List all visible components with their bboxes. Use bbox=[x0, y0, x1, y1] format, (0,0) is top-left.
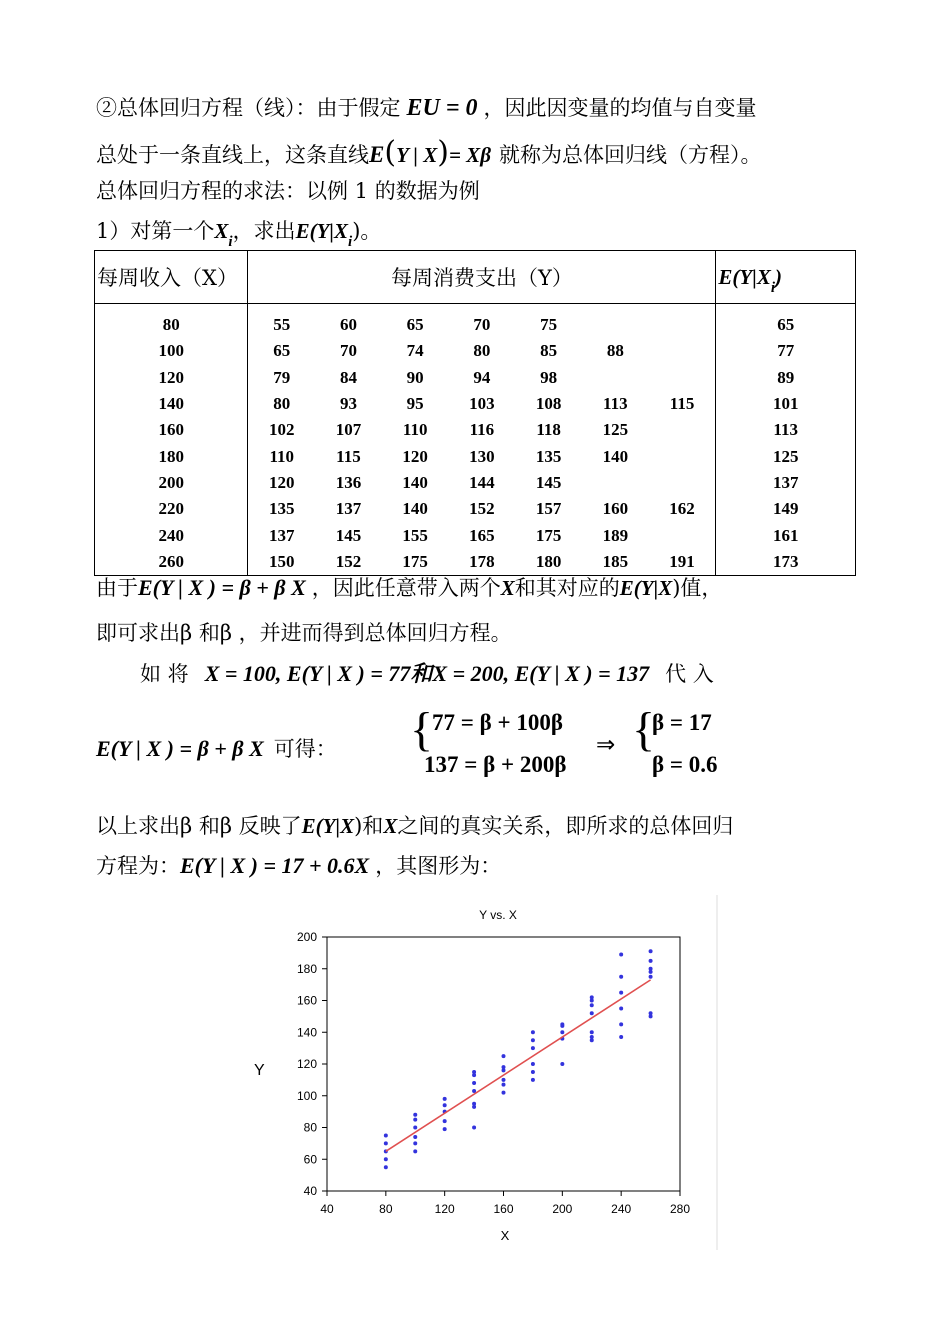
data-point bbox=[531, 1070, 535, 1074]
data-point bbox=[443, 1097, 447, 1101]
text: ，其图形为： bbox=[375, 854, 502, 878]
cell-consumption bbox=[649, 443, 716, 469]
header-close: ) bbox=[775, 264, 783, 289]
table-row bbox=[95, 496, 856, 522]
data-point bbox=[384, 1133, 388, 1137]
para2-line5 bbox=[96, 810, 733, 840]
cell-consumption bbox=[649, 365, 716, 391]
x-tick-label: 80 bbox=[379, 1202, 393, 1216]
cell-consumption bbox=[649, 470, 716, 496]
equation-eu: EU = 0 bbox=[406, 95, 478, 121]
text: )值， bbox=[672, 576, 723, 600]
cell-consumption: 94 bbox=[473, 367, 491, 387]
cell-consumption bbox=[649, 338, 716, 364]
text: 可得： bbox=[273, 737, 337, 761]
text: ，求出 bbox=[232, 219, 296, 243]
table-row bbox=[95, 443, 856, 469]
text: 之间的真实关系，即所求的总体回归 bbox=[397, 814, 734, 838]
cell-consumption: 145 bbox=[535, 472, 562, 492]
cell-consumption: 65 bbox=[406, 315, 424, 335]
system1-row1: 77 = β + 100β bbox=[432, 710, 563, 735]
cell-consumption: 135 bbox=[535, 446, 562, 466]
cell-consumption: 135 bbox=[268, 499, 295, 519]
cell-consumption: 65 bbox=[273, 341, 291, 361]
cell-mean: 101 bbox=[772, 394, 799, 414]
cell-consumption: 90 bbox=[406, 367, 424, 387]
text: ②总体回归方程（线）：由于假定 bbox=[96, 96, 401, 120]
data-point bbox=[531, 1038, 535, 1042]
cell-consumption: 144 bbox=[469, 472, 495, 492]
equation-model: E(Y | X ) = β + β X bbox=[138, 575, 306, 600]
data-point bbox=[472, 1070, 476, 1074]
data-point bbox=[531, 1062, 535, 1066]
cell-income: 180 bbox=[95, 443, 248, 469]
data-point bbox=[413, 1118, 417, 1122]
table-row bbox=[95, 470, 856, 496]
cell-income: 160 bbox=[95, 417, 248, 443]
cell-consumption: 115 bbox=[649, 391, 716, 417]
header-consumption: 每周消费支出（Y） bbox=[248, 251, 716, 304]
data-point bbox=[502, 1091, 506, 1095]
brace-left: { bbox=[410, 703, 434, 756]
data-point bbox=[502, 1054, 506, 1058]
cell-consumption: 136 bbox=[335, 472, 362, 492]
para1-line4 bbox=[96, 215, 382, 250]
header-mean bbox=[716, 251, 856, 304]
table-row bbox=[95, 522, 856, 548]
y-tick-label: 140 bbox=[296, 1025, 317, 1040]
cell-consumption: 103 bbox=[469, 394, 495, 414]
data-point bbox=[560, 1030, 564, 1034]
cell-consumption: 180 bbox=[535, 551, 562, 571]
cell-consumption bbox=[582, 304, 649, 339]
cell-consumption: 118 bbox=[536, 420, 561, 440]
text: ，因此任意带入两个 bbox=[311, 576, 501, 600]
cell-consumption bbox=[582, 470, 649, 496]
cell-consumption: 113 bbox=[603, 394, 628, 414]
x-tick-label: 160 bbox=[493, 1202, 514, 1216]
data-point bbox=[649, 967, 653, 971]
y-tick-label: 80 bbox=[303, 1120, 317, 1135]
para1-line3: 总体回归方程的求法：以例 1 的数据为例 bbox=[96, 179, 480, 203]
y-tick-label: 100 bbox=[296, 1088, 317, 1103]
data-point bbox=[619, 1006, 623, 1010]
cell-consumption: 185 bbox=[602, 551, 629, 571]
cell-consumption: 165 bbox=[469, 525, 495, 545]
text: 就称为总体回归线（方程）。 bbox=[498, 143, 762, 167]
table-row bbox=[95, 365, 856, 391]
data-point bbox=[590, 1030, 594, 1034]
cell-consumption: 102 bbox=[268, 420, 295, 440]
data-point bbox=[502, 1078, 506, 1082]
cell-consumption: 98 bbox=[540, 367, 558, 387]
text: 1）对第一个 bbox=[96, 219, 215, 243]
header-mean-text: E(Y|X bbox=[718, 264, 771, 289]
cell-consumption: 75 bbox=[540, 315, 558, 335]
chart-title: Y vs. X bbox=[479, 908, 517, 922]
data-point bbox=[413, 1149, 417, 1153]
table-row bbox=[95, 338, 856, 364]
axes bbox=[297, 930, 690, 1216]
y-tick-label: 60 bbox=[303, 1152, 317, 1167]
cell-income: 200 bbox=[95, 470, 248, 496]
implies-arrow: ⇒ bbox=[596, 732, 616, 757]
cell-consumption: 55 bbox=[273, 315, 291, 335]
cell-income: 120 bbox=[95, 365, 248, 391]
equation-mid: Y | X bbox=[396, 143, 438, 167]
data-point bbox=[413, 1141, 417, 1145]
cell-consumption: 130 bbox=[469, 446, 495, 466]
data-point bbox=[649, 959, 653, 963]
cell-consumption: 107 bbox=[335, 420, 362, 440]
cell-consumption: 115 bbox=[336, 446, 361, 466]
cell-income: 140 bbox=[95, 391, 248, 417]
sub-i: i bbox=[770, 279, 776, 296]
text: 以上求出β 和β 反映了 bbox=[96, 814, 302, 838]
cell-mean: 89 bbox=[777, 367, 795, 387]
data-point bbox=[619, 952, 623, 956]
cell-mean: 137 bbox=[772, 472, 799, 492]
cell-consumption: 120 bbox=[402, 446, 428, 466]
text: 和其对应的 bbox=[514, 576, 620, 600]
y-tick-label: 200 bbox=[296, 930, 317, 944]
x-tick-label: 40 bbox=[320, 1202, 334, 1216]
text: 代 入 bbox=[665, 662, 714, 686]
data-point bbox=[590, 1003, 594, 1007]
data-point bbox=[560, 1062, 564, 1066]
cell-consumption: 137 bbox=[268, 525, 295, 545]
data-point bbox=[443, 1119, 447, 1123]
y-tick-label: 160 bbox=[296, 993, 317, 1008]
cell-consumption: 108 bbox=[535, 394, 562, 414]
data-point bbox=[384, 1141, 388, 1145]
para2-line2: 即可求出β 和β ，并进而得到总体回归方程。 bbox=[96, 621, 512, 645]
cell-income: 240 bbox=[95, 522, 248, 548]
paren-close: ) bbox=[437, 135, 449, 170]
para1-line1 bbox=[96, 92, 757, 122]
cell-consumption: 110 bbox=[269, 446, 295, 466]
x-var: X bbox=[214, 219, 229, 243]
x-var: X bbox=[383, 814, 398, 838]
cell-consumption: 80 bbox=[473, 341, 491, 361]
table-body bbox=[95, 304, 856, 576]
y-tick-label: 180 bbox=[296, 961, 317, 976]
data-point bbox=[384, 1165, 388, 1169]
cell-consumption: 150 bbox=[268, 551, 295, 571]
data-point bbox=[413, 1135, 417, 1139]
equation-model: E(Y | X ) = β + β X bbox=[96, 736, 264, 761]
para2-line6 bbox=[96, 850, 501, 880]
equation-e: E bbox=[369, 142, 385, 167]
data-point bbox=[531, 1078, 535, 1082]
system2-row2: β = 0.6 bbox=[652, 752, 718, 777]
para2-line4 bbox=[96, 733, 337, 763]
text: )。 bbox=[352, 219, 382, 243]
data-point bbox=[590, 1035, 594, 1039]
cell-consumption: 137 bbox=[335, 499, 362, 519]
cell-consumption bbox=[649, 522, 716, 548]
x-tick-label: 120 bbox=[434, 1202, 455, 1216]
sub-i: i bbox=[228, 234, 233, 250]
cell-consumption: 178 bbox=[469, 551, 495, 571]
cell-consumption: 110 bbox=[402, 420, 428, 440]
e-var: E(Y|X bbox=[301, 814, 355, 838]
cell-consumption: 152 bbox=[469, 499, 495, 519]
table-row bbox=[95, 391, 856, 417]
table-row bbox=[95, 304, 856, 339]
data-point bbox=[384, 1157, 388, 1161]
data-point bbox=[502, 1065, 506, 1069]
cell-consumption: 160 bbox=[602, 499, 629, 519]
data-point bbox=[443, 1127, 447, 1131]
data-point bbox=[472, 1081, 476, 1085]
para1-line2 bbox=[96, 135, 761, 170]
cell-consumption: 175 bbox=[535, 525, 562, 545]
cell-consumption: 74 bbox=[406, 341, 424, 361]
cell-mean: 149 bbox=[772, 499, 799, 519]
cell-consumption: 70 bbox=[339, 341, 357, 361]
para2-line1 bbox=[96, 572, 722, 602]
regression-line bbox=[386, 980, 651, 1151]
system2-row1: β = 17 bbox=[652, 710, 712, 735]
cell-consumption bbox=[582, 365, 649, 391]
cell-consumption: 84 bbox=[339, 367, 357, 387]
cell-consumption: 157 bbox=[535, 499, 562, 519]
y-axis-label: Y bbox=[254, 1062, 265, 1079]
cell-consumption: 79 bbox=[273, 367, 291, 387]
data-point bbox=[502, 1083, 506, 1087]
x-tick-label: 200 bbox=[552, 1202, 573, 1216]
cell-mean: 125 bbox=[772, 446, 799, 466]
cell-mean: 161 bbox=[772, 525, 799, 545]
cell-consumption: 140 bbox=[602, 446, 629, 466]
text: 总处于一条直线上，这条直线 bbox=[96, 143, 369, 167]
y-tick-label: 120 bbox=[296, 1057, 317, 1071]
data-point bbox=[649, 975, 653, 979]
text: 如 将 bbox=[140, 662, 189, 686]
data-point bbox=[590, 1011, 594, 1015]
data-point bbox=[619, 991, 623, 995]
cell-consumption: 80 bbox=[273, 394, 291, 414]
x-tick-label: 280 bbox=[669, 1202, 691, 1216]
header-income: 每周收入（X） bbox=[95, 251, 248, 304]
cell-consumption: 70 bbox=[473, 315, 491, 335]
scatter-chart bbox=[254, 895, 720, 1250]
cell-consumption: 145 bbox=[335, 525, 362, 545]
cell-consumption: 155 bbox=[402, 525, 428, 545]
cell-consumption: 189 bbox=[602, 525, 629, 545]
x-axis-label: X bbox=[500, 1228, 510, 1243]
cell-consumption: 140 bbox=[402, 472, 428, 492]
cell-consumption: 191 bbox=[649, 549, 716, 576]
cell-consumption: 95 bbox=[406, 394, 424, 414]
cell-mean: 113 bbox=[773, 420, 798, 440]
cell-consumption: 85 bbox=[540, 341, 558, 361]
data-point bbox=[649, 949, 653, 953]
cell-income: 100 bbox=[95, 338, 248, 364]
cell-consumption: 88 bbox=[606, 341, 624, 361]
x-var: X bbox=[500, 576, 515, 600]
para2-line3 bbox=[140, 657, 714, 688]
data-table bbox=[94, 250, 856, 576]
cell-income: 220 bbox=[95, 496, 248, 522]
cell-consumption: 152 bbox=[335, 551, 362, 571]
x-tick-label: 240 bbox=[611, 1202, 632, 1216]
data-points bbox=[384, 949, 653, 1169]
cell-consumption bbox=[649, 304, 716, 339]
system1-row2: 137 = β + 200β bbox=[424, 752, 567, 777]
cell-consumption: 116 bbox=[469, 420, 495, 440]
data-point bbox=[560, 1022, 564, 1026]
plot-frame bbox=[327, 937, 680, 1191]
table-header-row bbox=[95, 251, 856, 304]
sub-i: i bbox=[348, 234, 353, 250]
data-point bbox=[472, 1126, 476, 1130]
e-var: E(Y|X bbox=[295, 219, 349, 243]
data-point bbox=[413, 1126, 417, 1130]
brace-right: { bbox=[632, 703, 656, 756]
data-point bbox=[472, 1102, 476, 1106]
cell-consumption: 162 bbox=[649, 496, 716, 522]
data-point bbox=[590, 995, 594, 999]
data-point bbox=[619, 975, 623, 979]
data-point bbox=[649, 1011, 653, 1015]
data-point bbox=[619, 1022, 623, 1026]
equation-rhs: = Xβ bbox=[448, 143, 491, 167]
cell-consumption: 120 bbox=[268, 472, 295, 492]
cell-mean: 77 bbox=[777, 341, 795, 361]
cell-income: 80 bbox=[95, 304, 248, 339]
e-var: E(Y|X bbox=[619, 576, 673, 600]
y-tick-label: 40 bbox=[303, 1184, 317, 1198]
cell-consumption: 175 bbox=[402, 551, 428, 571]
cell-consumption bbox=[649, 417, 716, 443]
text: )和 bbox=[354, 814, 384, 838]
paren-open: ( bbox=[384, 135, 397, 170]
text: ，因此因变量的均值与自变量 bbox=[483, 96, 757, 120]
table-row bbox=[95, 417, 856, 443]
cell-consumption: 125 bbox=[602, 420, 629, 440]
cell-consumption: 60 bbox=[339, 315, 357, 335]
data-point bbox=[531, 1030, 535, 1034]
equation-result: E(Y | X ) = 17 + 0.6X bbox=[180, 853, 370, 878]
cell-income: 260 bbox=[95, 549, 248, 576]
equation-points: X = 100, E(Y | X ) = 77和X = 200, E(Y | X ) = 137 bbox=[204, 661, 650, 686]
data-point bbox=[413, 1113, 417, 1117]
cell-mean: 65 bbox=[777, 315, 795, 335]
text: 方程为： bbox=[96, 854, 180, 878]
text: 由于 bbox=[96, 576, 138, 600]
cell-consumption: 93 bbox=[339, 394, 357, 414]
cell-consumption: 140 bbox=[402, 499, 428, 519]
cell-mean: 173 bbox=[772, 551, 799, 571]
data-point bbox=[619, 1035, 623, 1039]
fit-line-group bbox=[386, 980, 651, 1151]
data-point bbox=[443, 1103, 447, 1107]
data-point bbox=[531, 1046, 535, 1050]
